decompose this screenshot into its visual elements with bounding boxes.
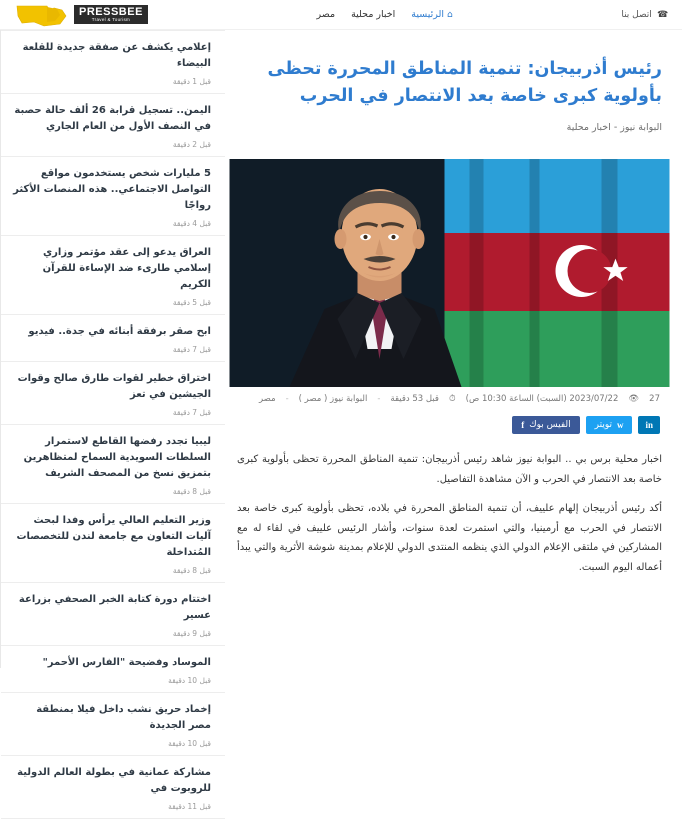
list-item-title: إخماد حريق نشب داخل فيلا بمنطقة مصر الجديدة [36,704,211,731]
list-item-title: ابح صقر برفقة أبنائه في جدة.. فيديو [28,326,211,337]
nav-item-home-label: الرئيسية [411,9,445,20]
meta-views: 27 [649,394,660,405]
list-item[interactable] [1,236,225,315]
list-item-time: قبل 8 دقيقة [172,566,211,575]
list-item[interactable] [1,425,225,504]
list-item-time: قبل 9 دقيقة [172,629,211,638]
contact-link[interactable] [621,10,668,20]
list-item-time: قبل 11 دقيقة [168,802,211,811]
list-item-title: ليبيا تجدد رفضها القاطع لاستمرار السلطات السويدية السماح لمتظاهرين بتمزيق نسخ من المصحف الشريف [23,436,211,479]
list-item-title: اختراق خطير لقوات طارق صالح وقوات الجيشين في تعز [17,373,211,400]
list-item[interactable] [1,30,225,94]
list-item-time: قبل 8 دقيقة [172,487,211,496]
list-item[interactable] [1,756,225,819]
nav-item-home[interactable] [411,9,452,20]
egypt-map-icon [14,2,70,28]
top-navigation [317,9,453,20]
list-item-title: إعلامي يكشف عن صفقة جديدة للقلعة البيضاء [22,42,211,69]
list-item-title: اختتام دورة كتابة الخبر الصحفي بزراعة عسير [18,594,211,621]
list-item-title: مشاركة عمانية في بطولة العالم الدولية للروبوت في [17,767,211,794]
page-body [0,30,682,811]
facebook-icon: f [521,420,525,431]
top-bar [0,0,682,30]
list-item-time: قبل 4 دقيقة [172,219,211,228]
list-item-time: قبل 2 دقيقة [172,140,211,149]
clock-icon: ⏱ [449,394,456,405]
list-item-title: 5 مليارات شخص يستخدمون مواقع التواصل الاجتماعي.. هذه المنصات الأكثر رواجًا [13,168,211,211]
meta-separator: - [377,394,381,405]
meta-separator-2: - [285,394,289,405]
contact-label: اتصل بنا [621,9,652,20]
list-item-time: قبل 1 دقيقة [172,77,211,86]
list-item[interactable] [1,157,225,236]
breadcrumb: البوابة نيوز - اخبار محلية [566,122,662,134]
nav-item-egypt[interactable]: مصر [316,9,336,20]
list-item-title: العراق يدعو إلى عقد مؤتمر وزاري إسلامي طارىء ضد الإساءة للقرآن الكريم [42,247,211,290]
list-item-time: قبل 7 دقيقة [172,408,211,417]
sidebar-latest-news[interactable] [0,30,225,811]
list-item[interactable] [1,693,225,756]
logo-text-block [74,5,148,24]
list-item[interactable] [1,646,225,693]
share-buttons [237,404,662,434]
nav-item-local-news[interactable]: اخبار محلية [351,9,396,20]
meta-time-ago: قبل 53 دقيقة [390,394,439,405]
list-item-title: الموساد وفضيحة "الفارس الأحمر" [42,657,211,668]
twitter-icon: w [616,420,624,431]
site-logo[interactable] [14,2,148,28]
linkedin-icon: in [645,420,653,431]
article-hero-image [237,159,662,387]
list-item[interactable] [1,504,225,583]
eye-icon: 👁 [628,394,640,405]
list-item-time: قبل 5 دقيقة [172,298,211,307]
list-item[interactable] [1,362,225,425]
list-item-time: قبل 7 دقيقة [172,345,211,354]
meta-publisher: البوابة نيوز ( مصر ) [298,394,368,405]
logo-subtext: Travel & Tourism [91,17,131,23]
list-item[interactable] [1,583,225,646]
page-title: رئيس أذربيجان: تنمية المناطق المحررة تحظى بأولوية كبرى خاصة بعد الانتصار في الحرب [267,59,662,107]
article-paragraph-1: اخبار محلية برس بي .. البوابة نيوز شاهد رئيس أذربيجان: تنمية المناطق المحررة تحظى بأولوية كبرى خاصة بعد الانتصار في الحرب و الآن مشاهدة التفاصيل. [237,454,662,485]
share-facebook-label: الفيس بوك [529,420,571,431]
list-item[interactable] [1,315,225,362]
phone-icon: ☎ [656,9,668,20]
article-meta [237,387,662,404]
article-main [225,30,682,668]
meta-date: 2023/07/22 (السبت) الساعة 10:30 ص) [465,394,619,405]
list-item[interactable] [1,94,225,157]
share-linkedin-button[interactable] [638,416,660,434]
list-item-time: قبل 10 دقيقة [168,739,211,748]
home-icon: ⌂ [447,9,453,20]
share-facebook-button[interactable] [512,416,579,434]
list-item-time: قبل 10 دقيقة [168,676,211,685]
article-body [237,450,662,577]
article-paragraph-2: أكد رئيس أذربيجان إلهام علييف، أن تنمية المناطق المحررة في بلاده، تحظى بأولوية كبرى خاصة بعد الانتصار في الحرب مع أرمينيا، والتي استمرت لعدة سنوات، وأشار الرئيس علييف في لقاء له مع المشاركين في ملتقى الإعلام الدولي الذي ينظمه المنتدى الدولي للإعلام بمدينة شوشة الأثرية والتي يبدأ أعماله اليوم السبت. [237,503,662,573]
list-item-title: وزير التعليم العالي يرأس وفدا لبحث آليات التعاون مع جامعة لندن للتخصصات المُتداخلة [16,515,211,558]
share-twitter-label: تويتر [594,420,612,431]
meta-source-label: مصر [258,394,276,405]
share-twitter-button[interactable] [586,416,633,434]
list-item-title: اليمن.. تسجيل قرابة 26 ألف حالة حصبة في النصف الأول من العام الجاري [14,105,211,132]
logo-text: PRESSBEE [79,5,143,18]
